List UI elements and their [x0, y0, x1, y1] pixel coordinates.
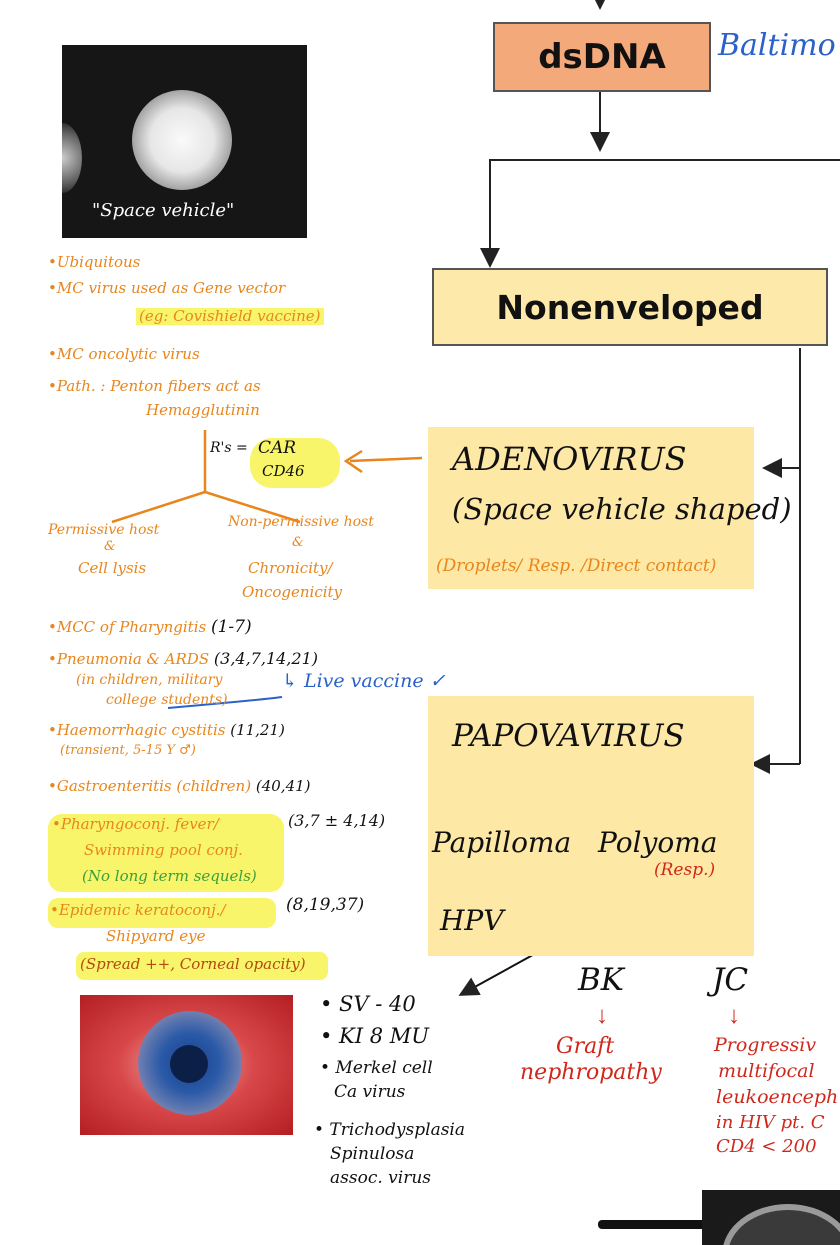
polyoma-list-item-4: Ca virus [334, 1082, 406, 1102]
note-ekc: •Epidemic keratoconj./ [50, 901, 226, 919]
receptor-car: CAR [258, 438, 297, 458]
polyoma-list-item-7: assoc. virus [330, 1168, 431, 1188]
note-chronicity: Chronicity/ [248, 559, 333, 577]
receptors-label [210, 440, 248, 456]
note-gene-vector-eg: (eg: Covishield vaccine) [136, 308, 324, 325]
note-haemorrhagic-sub: (transient, 5-15 Y ♂) [60, 743, 196, 758]
virion-particle-left [62, 123, 82, 193]
hpv-label: HPV [440, 904, 504, 937]
dsdna-box [493, 22, 711, 92]
papilloma-label: Papilloma [432, 826, 572, 859]
jc-line-1: Progressiv [714, 1034, 817, 1056]
note-gastro-types: (40,41) [255, 777, 311, 795]
polyoma-list-item-2: • KI 8 MU [320, 1024, 429, 1048]
note-pharyngoconj: •Pharyngoconj. fever/ [52, 815, 219, 833]
note-pneumonia-sub-2: college students) [106, 692, 228, 708]
photo-caption: "Space vehicle" [92, 200, 235, 221]
note-ekc-types: (8,19,37) [286, 895, 365, 915]
note-haemorrhagic-types: (11,21) [230, 721, 285, 739]
polyoma-list-item-6: Spinulosa [330, 1144, 415, 1164]
note-mcc-pharyngitis-types: (1-7) [210, 617, 252, 637]
micrograph-photo [62, 45, 307, 238]
bk-desc-2: nephropathy [520, 1060, 662, 1085]
note-cell-lysis: Cell lysis [78, 559, 147, 577]
note-ubiquitous: •Ubiquitous [48, 253, 141, 271]
baltimore-label: Baltimo [718, 28, 836, 63]
note-pneumonia-types: (3,4,7,14,21) [213, 649, 318, 668]
bk-desc-1: Graft [556, 1034, 615, 1059]
polyoma-list-item-1: • SV - 40 [320, 992, 416, 1016]
bk-arrow-icon: ↓ [596, 1002, 608, 1029]
note-oncogenicity: Oncogenicity [242, 583, 343, 601]
note-gene-vector: •MC virus used as Gene vector [48, 279, 286, 297]
note-shipyard: Shipyard eye [106, 927, 206, 945]
nonenveloped-box [432, 268, 828, 346]
polyoma-resp: (Resp.) [654, 860, 716, 880]
note-no-sequel: (No long term sequels) [82, 867, 257, 885]
adenovirus-transmission: (Droplets/ Resp. /Direct contact) [436, 556, 717, 576]
note-permissive: Permissive host [48, 522, 160, 538]
conjunctivitis-photo [80, 995, 293, 1135]
jc-arrow-icon: ↓ [728, 1002, 740, 1029]
note-permissive-amp: & [104, 539, 116, 554]
receptor-cd46: CD46 [262, 462, 305, 480]
note-haemorrhagic-text: •Haemorrhagic cystitis [48, 721, 226, 739]
receptors-prefix: R's = [210, 440, 248, 456]
nonenveloped-label: Nonenveloped [496, 287, 764, 327]
note-path-2: Hemagglutinin [146, 401, 260, 419]
note-pneumonia-sub-1: (in children, military [76, 672, 223, 688]
note-gastro [48, 778, 311, 795]
note-haemorrhagic [48, 722, 285, 739]
note-pneumonia [48, 650, 318, 668]
note-mcc-pharyngitis [48, 618, 252, 638]
jc-line-5: CD4 < 200 [716, 1136, 817, 1157]
jc-line-2: multifocal [718, 1060, 815, 1082]
note-pharyngoconj-types: (3,7 ± 4,14) [288, 811, 386, 830]
polyoma-list-item-3: • Merkel cell [320, 1058, 433, 1078]
jc-label: JC [712, 962, 749, 998]
note-oncolytic: •MC oncolytic virus [48, 345, 200, 363]
adenovirus-title: ADENOVIRUS [452, 440, 687, 478]
note-gastro-text: •Gastroenteritis (children) [48, 777, 252, 795]
jc-line-3: leukoenceph [716, 1086, 839, 1108]
brain-mri-image [702, 1190, 840, 1245]
adenovirus-subtitle: (Space vehicle shaped) [452, 492, 792, 526]
dsdna-label: dsDNA [538, 37, 666, 77]
jc-line-4: in HIV pt. C [716, 1112, 825, 1133]
papovavirus-title: PAPOVAVIRUS [452, 718, 685, 754]
polyoma-label: Polyoma [598, 826, 718, 859]
bk-label: BK [578, 962, 624, 998]
note-pneumonia-text: •Pneumonia & ARDS [48, 650, 210, 668]
note-spread: (Spread ++, Corneal opacity) [80, 955, 306, 973]
note-swimming: Swimming pool conj. [84, 841, 243, 859]
polyoma-list-item-5: • Trichodysplasia [314, 1120, 465, 1140]
note-path-1: •Path. : Penton fibers act as [48, 377, 261, 395]
note-mcc-pharyngitis-text: •MCC of Pharyngitis [48, 618, 207, 636]
note-non-permissive: Non-permissive host [228, 514, 374, 530]
eye-pupil [170, 1045, 208, 1083]
note-live-vaccine: ↳ Live vaccine ✓ [282, 670, 446, 692]
virion-particle [132, 90, 232, 190]
mri-skull [722, 1204, 840, 1245]
note-non-permissive-amp: & [292, 535, 304, 550]
